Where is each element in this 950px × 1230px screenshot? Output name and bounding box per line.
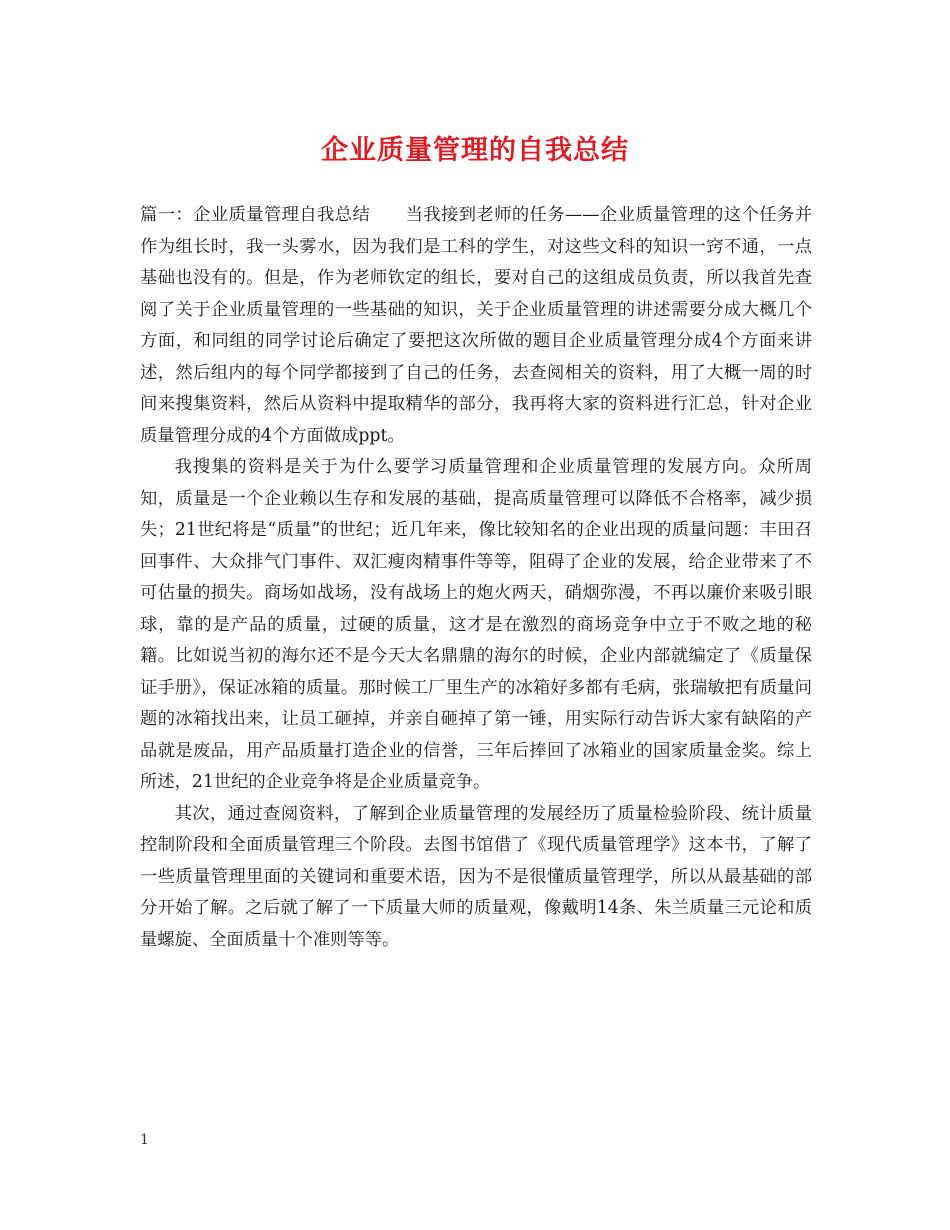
- document-title: 企业质量管理的自我总结: [321, 135, 629, 166]
- paragraph-3: 其次，通过查阅资料，了解到企业质量管理的发展经历了质量检验阶段、统计质量控制阶段和全面质量管理三个阶段。去图书馆借了《现代质量管理学》这本书，了解了一些质量管理里面的关键词和重要术语，因为不是很懂质量管理学，所以从最基础的部分开始了解。之后就了解了一下质量大师的质量观，像戴明14条、朱兰质量三元论和质量螺旋、全面质量十个准则等等。: [140, 803, 812, 950]
- document-body: [140, 200, 812, 956]
- paragraph-2: 我搜集的资料是关于为什么要学习质量管理和企业质量管理的发展方向。众所周知，质量是一个企业赖以生存和发展的基础，提高质量管理可以降低不合格率，减少损失；21世纪将是“质量”的世纪；近几年来，像比较知名的企业出现的质量问题：丰田召回事件、大众排气门事件、双汇瘦肉精事件等等，阻碍了企业的发展，给企业带来了不可估量的损失。商场如战场，没有战场上的炮火两天，硝烟弥漫，不再以廉价来吸引眼球，靠的是产品的质量，过硬的质量，这才是在激烈的商场竞争中立于不败之地的秘籍。比如说当初的海尔还不是今天大名鼎鼎的海尔的时候，企业内部就编定了《质量保证手册》，保证冰箱的质量。那时候工厂里生产的冰箱好多都有毛病，张瑞敏把有质量问题的冰箱找出来，让员工砸掉，并亲自砸掉了第一锤，用实际行动告诉大家有缺陷的产品就是废品，用产品质量打造企业的信誉，三年后捧回了冰箱业的国家质量金奖。综上所述，21世纪的企业竞争将是企业质量竞争。: [140, 457, 812, 792]
- page-number: 1: [140, 1132, 149, 1148]
- paragraph-1: 篇一：企业质量管理自我总结 当我接到老师的任务——企业质量管理的这个任务并作为组长时，我一头雾水，因为我们是工科的学生，对这些文科的知识一窍不通，一点基础也没有的。但是，作为老师钦定的组长，要对自己的这组成员负责，所以我首先查阅了关于企业质量管理的一些基础的知识，关于企业质量管理的讲述需要分成大概几个方面，和同组的同学讨论后确定了要把这次所做的题目企业质量管理分成4个方面来讲述，然后组内的每个同学都接到了自己的任务，去查阅相关的资料，用了大概一周的时间来搜集资料，然后从资料中提取精华的部分，我再将大家的资料进行汇总，针对企业质量管理分成的4个方面做成ppt。: [140, 205, 812, 446]
